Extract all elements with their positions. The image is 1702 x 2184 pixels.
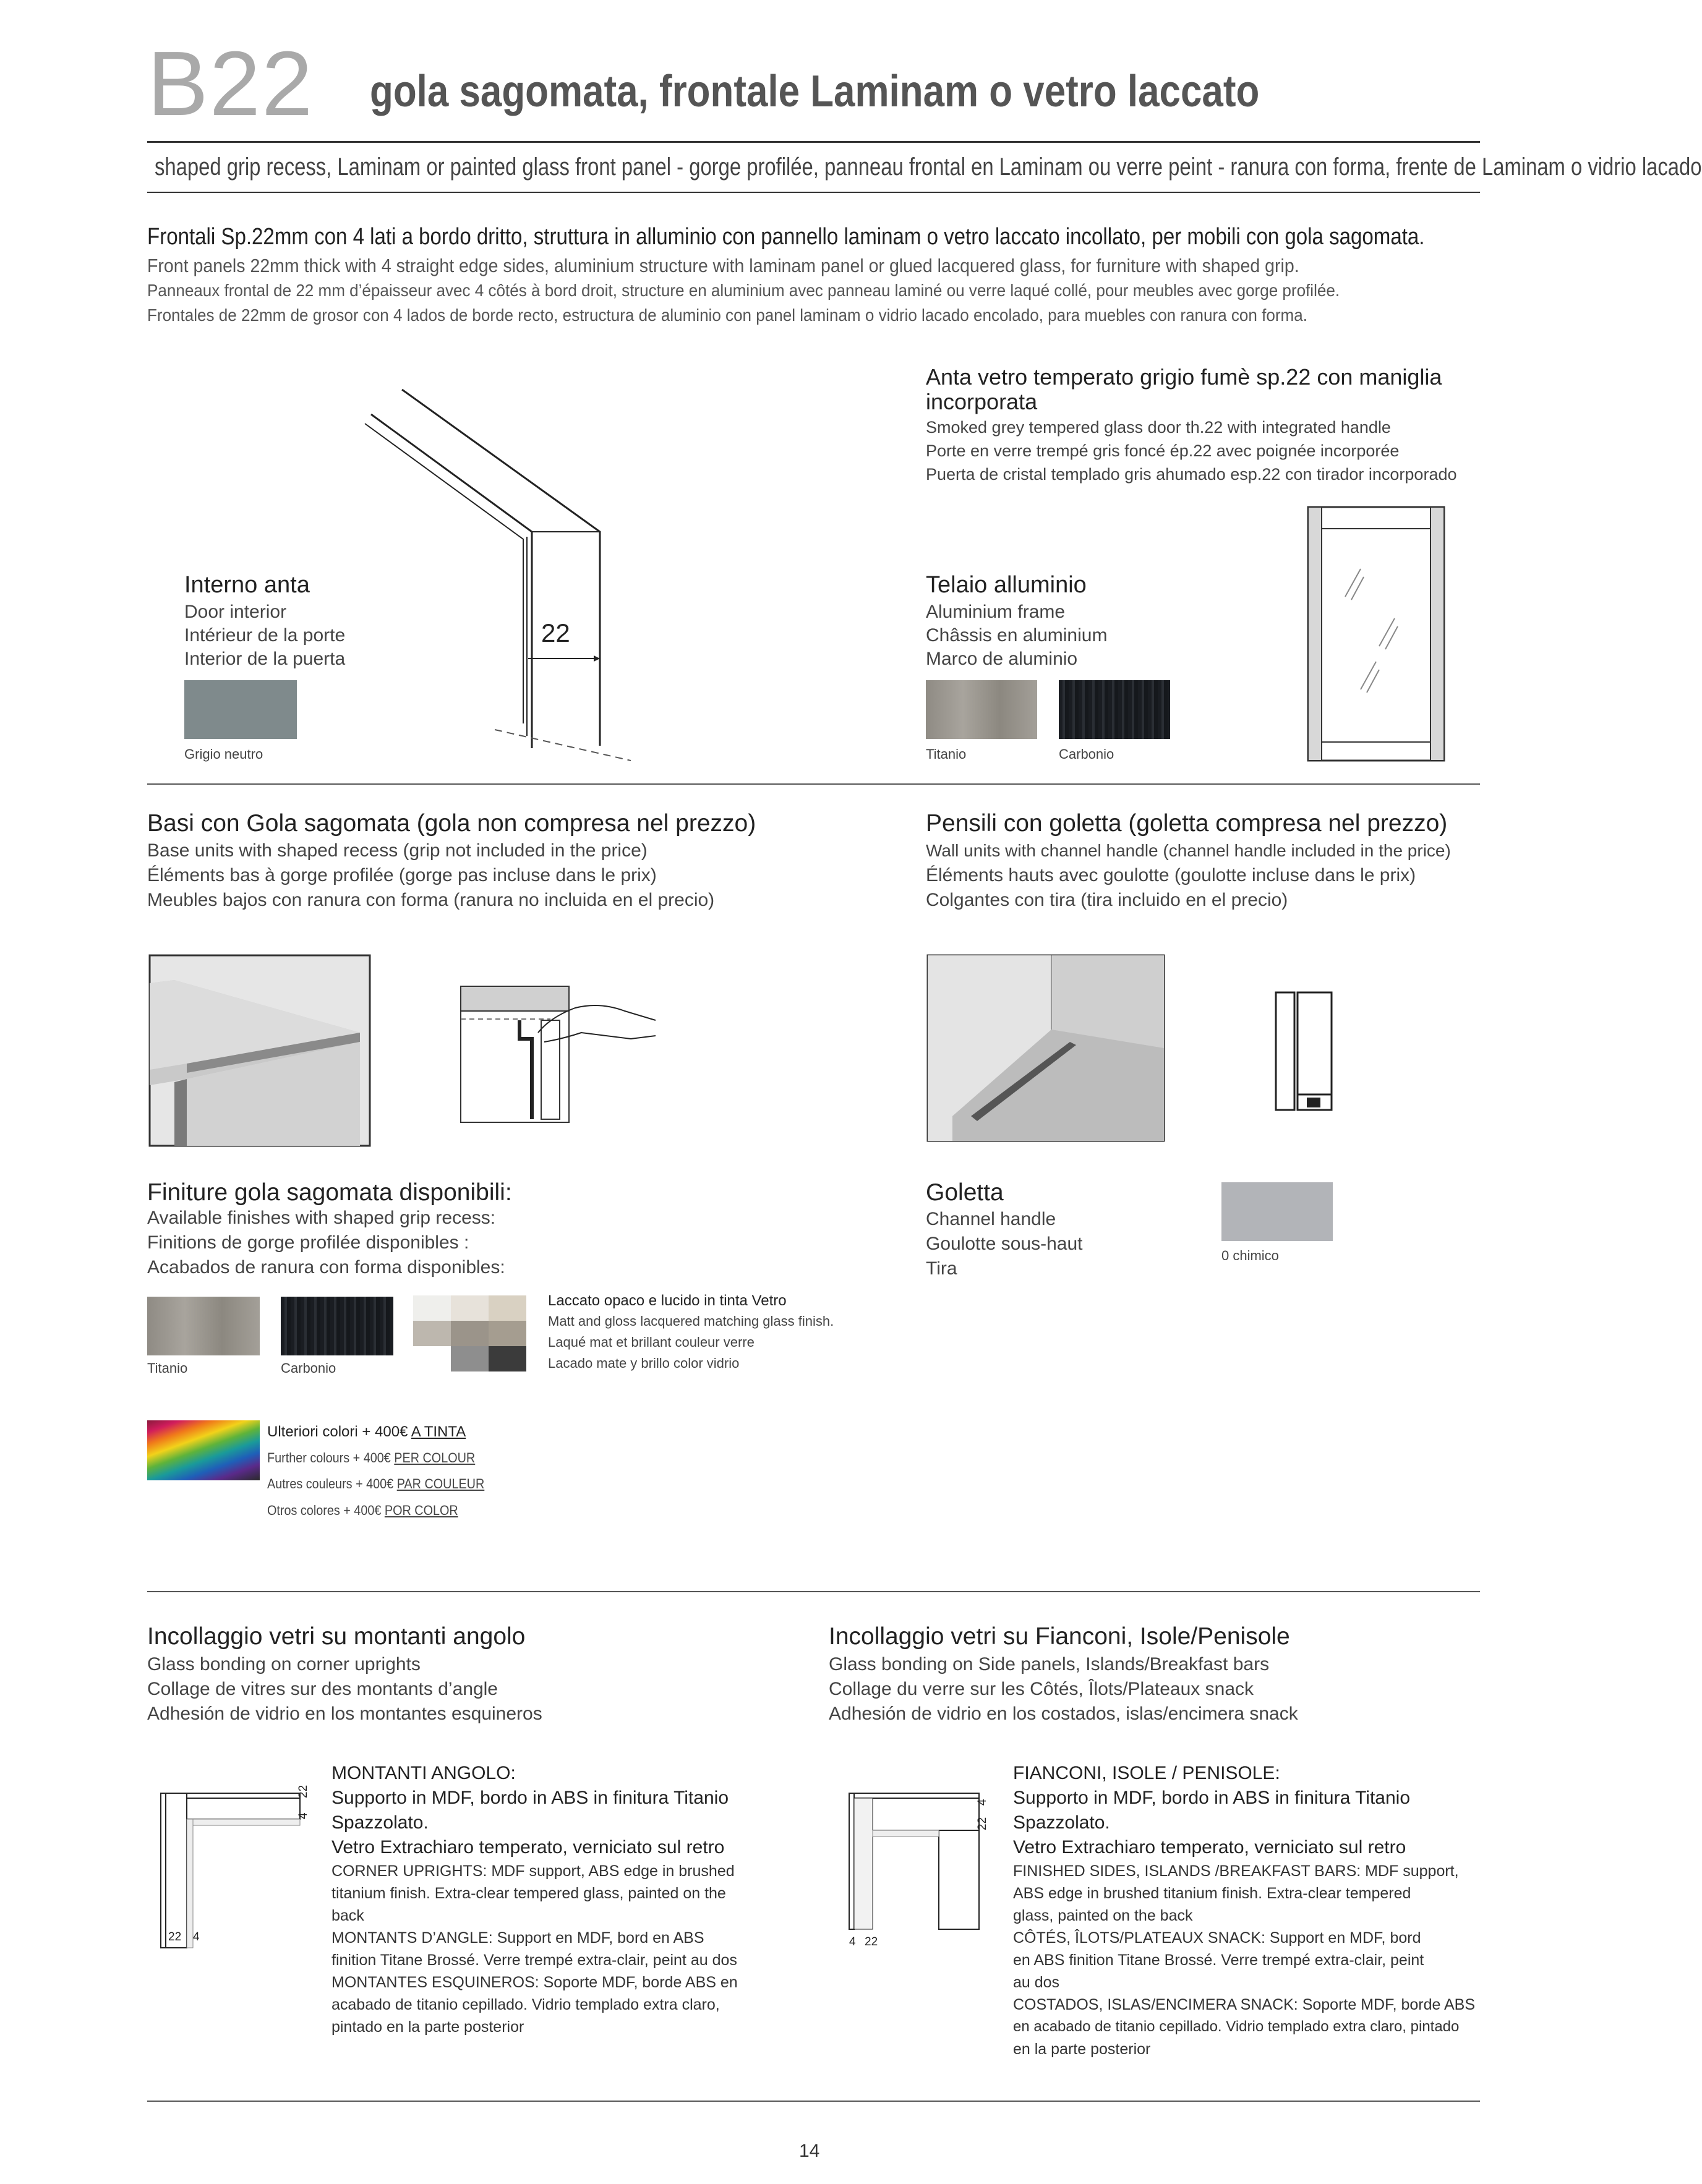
lacquer-swatch: [413, 1321, 451, 1346]
extra-colours-en: [267, 1450, 475, 1466]
corner-es: Adhesión de vidrio en los montantes esquineros: [147, 1704, 542, 1724]
base-unit-image: [150, 955, 370, 1146]
lacquer-swatch: [451, 1321, 489, 1346]
lacquer-swatch: [413, 1346, 451, 1371]
door-interior-fr: Intérieur de la porte: [184, 625, 346, 646]
swatch-frame-titanio: [926, 680, 1037, 739]
glass-door-fr: Porte en verre trempé gris foncé ép.22 avec poignée incorporée: [926, 441, 1400, 460]
extra-colours-es: [267, 1503, 458, 1519]
bases-en: Base units with shaped recess (grip not included in the price): [147, 840, 648, 861]
swatch-goletta-chimico-label: 0 chimico: [1221, 1248, 1279, 1263]
lacquer-swatch: [489, 1321, 526, 1346]
divider-1: [147, 783, 1480, 785]
glass-door-title: Anta vetro temperato grigio fumè sp.22 con maniglia incorporata: [926, 364, 1442, 414]
door-interior-es: Interior de la puerta: [184, 649, 346, 669]
sides-small-7: COSTADOS, ISLAS/ENCIMERA SNACK: Soporte MDF, borde ABS: [1013, 1996, 1476, 2013]
sides-small-5: en ABS finition Titane Brossé. Verre trempé extra-clair, peint: [1013, 1952, 1424, 1969]
frame-en: Aluminium frame: [926, 602, 1066, 622]
extra-colours-en-text: Further colours + 400€: [267, 1450, 391, 1465]
corner-fr: Collage de vitres sur des montants d’angle: [147, 1679, 498, 1699]
lacquer-es: Lacado mate y brillo color vidrio: [548, 1355, 740, 1371]
extra-colours-it-text: Ulteriori colori + 400€: [267, 1423, 408, 1440]
swatch-frame-carbonio: [1059, 680, 1170, 739]
lacquer-title: Laccato opaco e lucido in tinta Vetro: [548, 1292, 787, 1309]
extra-colours-fr-text: Autres couleurs + 400€: [267, 1476, 394, 1491]
glass-door-illustration: [1302, 504, 1450, 764]
page-title: gola sagomata, frontale Laminam o vetro laccato: [370, 67, 1260, 116]
lacquer-fr: Laqué mat et brillant couleur verre: [548, 1334, 755, 1350]
wall-units-title: Pensili con goletta (goletta compresa nel prezzo): [926, 810, 1448, 837]
lacquer-swatch: [489, 1346, 526, 1371]
swatch-finish-carbonio: [281, 1297, 393, 1355]
sides-en: Glass bonding on Side panels, Islands/Breakfast bars: [829, 1654, 1270, 1674]
frame-fr: Châssis en aluminium: [926, 625, 1108, 646]
grip-profile-detail: [458, 983, 656, 1125]
extra-colours-it-link: A TINTA: [411, 1423, 466, 1440]
intro-es: Frontales de 22mm de grosor con 4 lados de borde recto, estructura de aluminio con panel laminam o vidrio lacado encolado, para muebles con ranura con forma.: [147, 305, 1307, 325]
sides-title: Incollaggio vetri su Fianconi, Isole/Penisole: [829, 1623, 1290, 1650]
corner-small-6: MONTANTES ESQUINEROS: Soporte MDF, borde ABS en: [331, 1974, 738, 1991]
frame-es: Marco de aluminio: [926, 649, 1078, 669]
swatch-grigio-neutro: [184, 680, 297, 739]
wall-units-es: Colgantes con tira (tira incluido en el precio): [926, 890, 1288, 910]
lacquer-swatch: [451, 1295, 489, 1321]
sides-main-4: Vetro Extrachiaro temperato, verniciato sul retro: [1013, 1837, 1406, 1858]
lacquer-swatch: [451, 1346, 489, 1371]
corner-small-1: CORNER UPRIGHTS: MDF support, ABS edge in brushed: [331, 1862, 735, 1880]
extra-colours-it: [267, 1423, 466, 1441]
sides-dim-horizontal-22: 22: [865, 1935, 878, 1948]
swatch-frame-carbonio-label: Carbonio: [1059, 746, 1114, 762]
wall-units-fr: Éléments hauts avec goulotte (goulotte incluse dans le prix): [926, 865, 1416, 885]
intro-it: Frontali Sp.22mm con 4 lati a bordo dritto, struttura in alluminio con pannello laminam o vetro laccato incollato, per mobili con gola sagomata.: [147, 224, 1425, 250]
side-panel-section: [846, 1790, 982, 1932]
door-interior-title: Interno anta: [184, 572, 310, 598]
swatch-finish-titanio: [147, 1297, 260, 1355]
sides-small-8: en acabado de titanio cepillado. Vidrio templado extra claro, pintado: [1013, 2018, 1460, 2035]
sides-small-2: ABS edge in brushed titanium finish. Extra-clear tempered: [1013, 1885, 1411, 1902]
finishes-es: Acabados de ranura con forma disponibles:: [147, 1257, 505, 1278]
corner-main-4: Vetro Extrachiaro temperato, verniciato sul retro: [331, 1837, 725, 1858]
goletta-fr: Goulotte sous-haut: [926, 1234, 1083, 1254]
sides-dim-vertical-4: 4: [976, 1799, 989, 1806]
sides-main-2: Supporto in MDF, bordo in ABS in finitura Titanio: [1013, 1788, 1411, 1808]
lacquer-en: Matt and gloss lacquered matching glass finish.: [548, 1313, 834, 1329]
sides-dim-horizontal-4: 4: [849, 1935, 856, 1948]
sides-small-1: FINISHED SIDES, ISLANDS /BREAKFAST BARS: MDF support,: [1013, 1862, 1459, 1880]
door-thickness-label: 22: [541, 618, 570, 647]
corner-small-5: finition Titane Brossé. Verre trempé extra-clair, peint au dos: [331, 1952, 737, 1969]
swatch-goletta-chimico: [1221, 1182, 1333, 1241]
door-interior-en: Door interior: [184, 602, 287, 622]
bases-fr: Éléments bas à gorge profilée (gorge pas incluse dans le prix): [147, 865, 657, 885]
corner-en: Glass bonding on corner uprights: [147, 1654, 421, 1674]
channel-profile-detail: [1273, 989, 1335, 1113]
corner-small-8: pintado en la parte posterior: [331, 2018, 524, 2036]
header-rule-top: [147, 141, 1480, 143]
corner-dim-horizontal-4: 4: [193, 1930, 200, 1943]
corner-main-3: Spazzolato.: [331, 1812, 429, 1833]
corner-small-2: titanium finish. Extra-clear tempered glass, painted on the: [331, 1885, 726, 1902]
bases-es: Meubles bajos con ranura con forma (ranura no incluida en el precio): [147, 890, 715, 910]
swatch-finish-titanio-label: Titanio: [147, 1360, 188, 1376]
page-subtitle: shaped grip recess, Laminam or painted glass front panel - gorge profilée, panneau frontal en Laminam ou verre peint - ranura con forma, frente de Laminam o vidrio lacado: [155, 153, 1702, 181]
intro-fr: Panneaux frontal de 22 mm d’épaisseur avec 4 côtés à bord droit, structure en aluminium avec panneau laminé ou verre laqué collé, pour meubles avec gorge profilée.: [147, 281, 1340, 300]
lacquer-color-grid: [413, 1295, 526, 1371]
finishes-fr: Finitions de gorge profilée disponibles :: [147, 1232, 469, 1253]
corner-small-3: back: [331, 1907, 364, 1924]
swatch-finish-carbonio-label: Carbonio: [281, 1360, 336, 1376]
sides-small-4: CÔTÉS, ÎLOTS/PLATEAUX SNACK: Support en MDF, bord: [1013, 1929, 1421, 1947]
page-number: 14: [799, 2141, 820, 2161]
lacquer-swatch: [489, 1295, 526, 1321]
extra-colours-es-text: Otros colores + 400€: [267, 1503, 382, 1518]
glass-door-en: Smoked grey tempered glass door th.22 with integrated handle: [926, 418, 1391, 437]
wall-units-en: Wall units with channel handle (channel handle included in the price): [926, 841, 1451, 860]
glass-door-es: Puerta de cristal templado gris ahumado esp.22 con tirador incorporado: [926, 465, 1457, 484]
corner-dim-vertical-4: 4: [297, 1812, 310, 1819]
corner-small-4: MONTANTS D’ANGLE: Support en MDF, bord en ABS: [331, 1929, 704, 1947]
intro-en: Front panels 22mm thick with 4 straight edge sides, aluminium structure with laminam panel or glued lacquered glass, for furniture with shaped grip.: [147, 255, 1299, 276]
sides-small-6: au dos: [1013, 1974, 1060, 1991]
extra-colours-fr-link: PAR COULEUR: [396, 1476, 485, 1491]
extra-colours-fr: [267, 1476, 484, 1492]
extra-colours-en-link: PER COLOUR: [394, 1450, 476, 1465]
corner-small-7: acabado de titanio cepillado. Vidrio templado extra claro,: [331, 1996, 720, 2013]
swatch-frame-titanio-label: Titanio: [926, 746, 967, 762]
goletta-en: Channel handle: [926, 1209, 1056, 1229]
goletta-es: Tira: [926, 1258, 957, 1279]
swatch-grigio-neutro-label: Grigio neutro: [184, 746, 263, 762]
corner-upright-section: [158, 1790, 306, 1951]
sides-fr: Collage du verre sur les Côtés, Îlots/Plateaux snack: [829, 1679, 1254, 1699]
sides-small-3: glass, painted on the back: [1013, 1907, 1193, 1924]
divider-3: [147, 2101, 1480, 2102]
corner-dim-vertical-22: 22: [297, 1785, 310, 1798]
corner-main-2: Supporto in MDF, bordo in ABS in finitura Titanio: [331, 1788, 729, 1808]
sides-small-9: en la parte posterior: [1013, 2041, 1151, 2058]
corner-title: Incollaggio vetri su montanti angolo: [147, 1623, 526, 1650]
finishes-en: Available finishes with shaped grip recess:: [147, 1208, 496, 1228]
sides-es: Adhesión de vidrio en los costados, islas/encimera snack: [829, 1704, 1298, 1724]
sides-dim-vertical-22: 22: [976, 1817, 989, 1830]
wall-unit-image: [928, 955, 1164, 1141]
sides-main-1: FIANCONI, ISOLE / PENISOLE:: [1013, 1763, 1280, 1783]
frame-title: Telaio alluminio: [926, 572, 1087, 598]
product-code: B22: [147, 33, 314, 135]
finishes-title: Finiture gola sagomata disponibili:: [147, 1179, 512, 1206]
extra-colours-es-link: POR COLOR: [384, 1503, 458, 1518]
header-rule-bottom: [147, 192, 1480, 193]
goletta-title: Goletta: [926, 1179, 1004, 1206]
bases-title: Basi con Gola sagomata (gola non compresa nel prezzo): [147, 810, 756, 837]
door-section-drawing: [365, 377, 649, 773]
sides-main-3: Spazzolato.: [1013, 1812, 1110, 1833]
rainbow-colours-image: [147, 1420, 260, 1480]
lacquer-swatch: [413, 1295, 451, 1321]
corner-dim-horizontal-22: 22: [168, 1930, 182, 1943]
divider-2: [147, 1591, 1480, 1592]
corner-main-1: MONTANTI ANGOLO:: [331, 1763, 516, 1783]
